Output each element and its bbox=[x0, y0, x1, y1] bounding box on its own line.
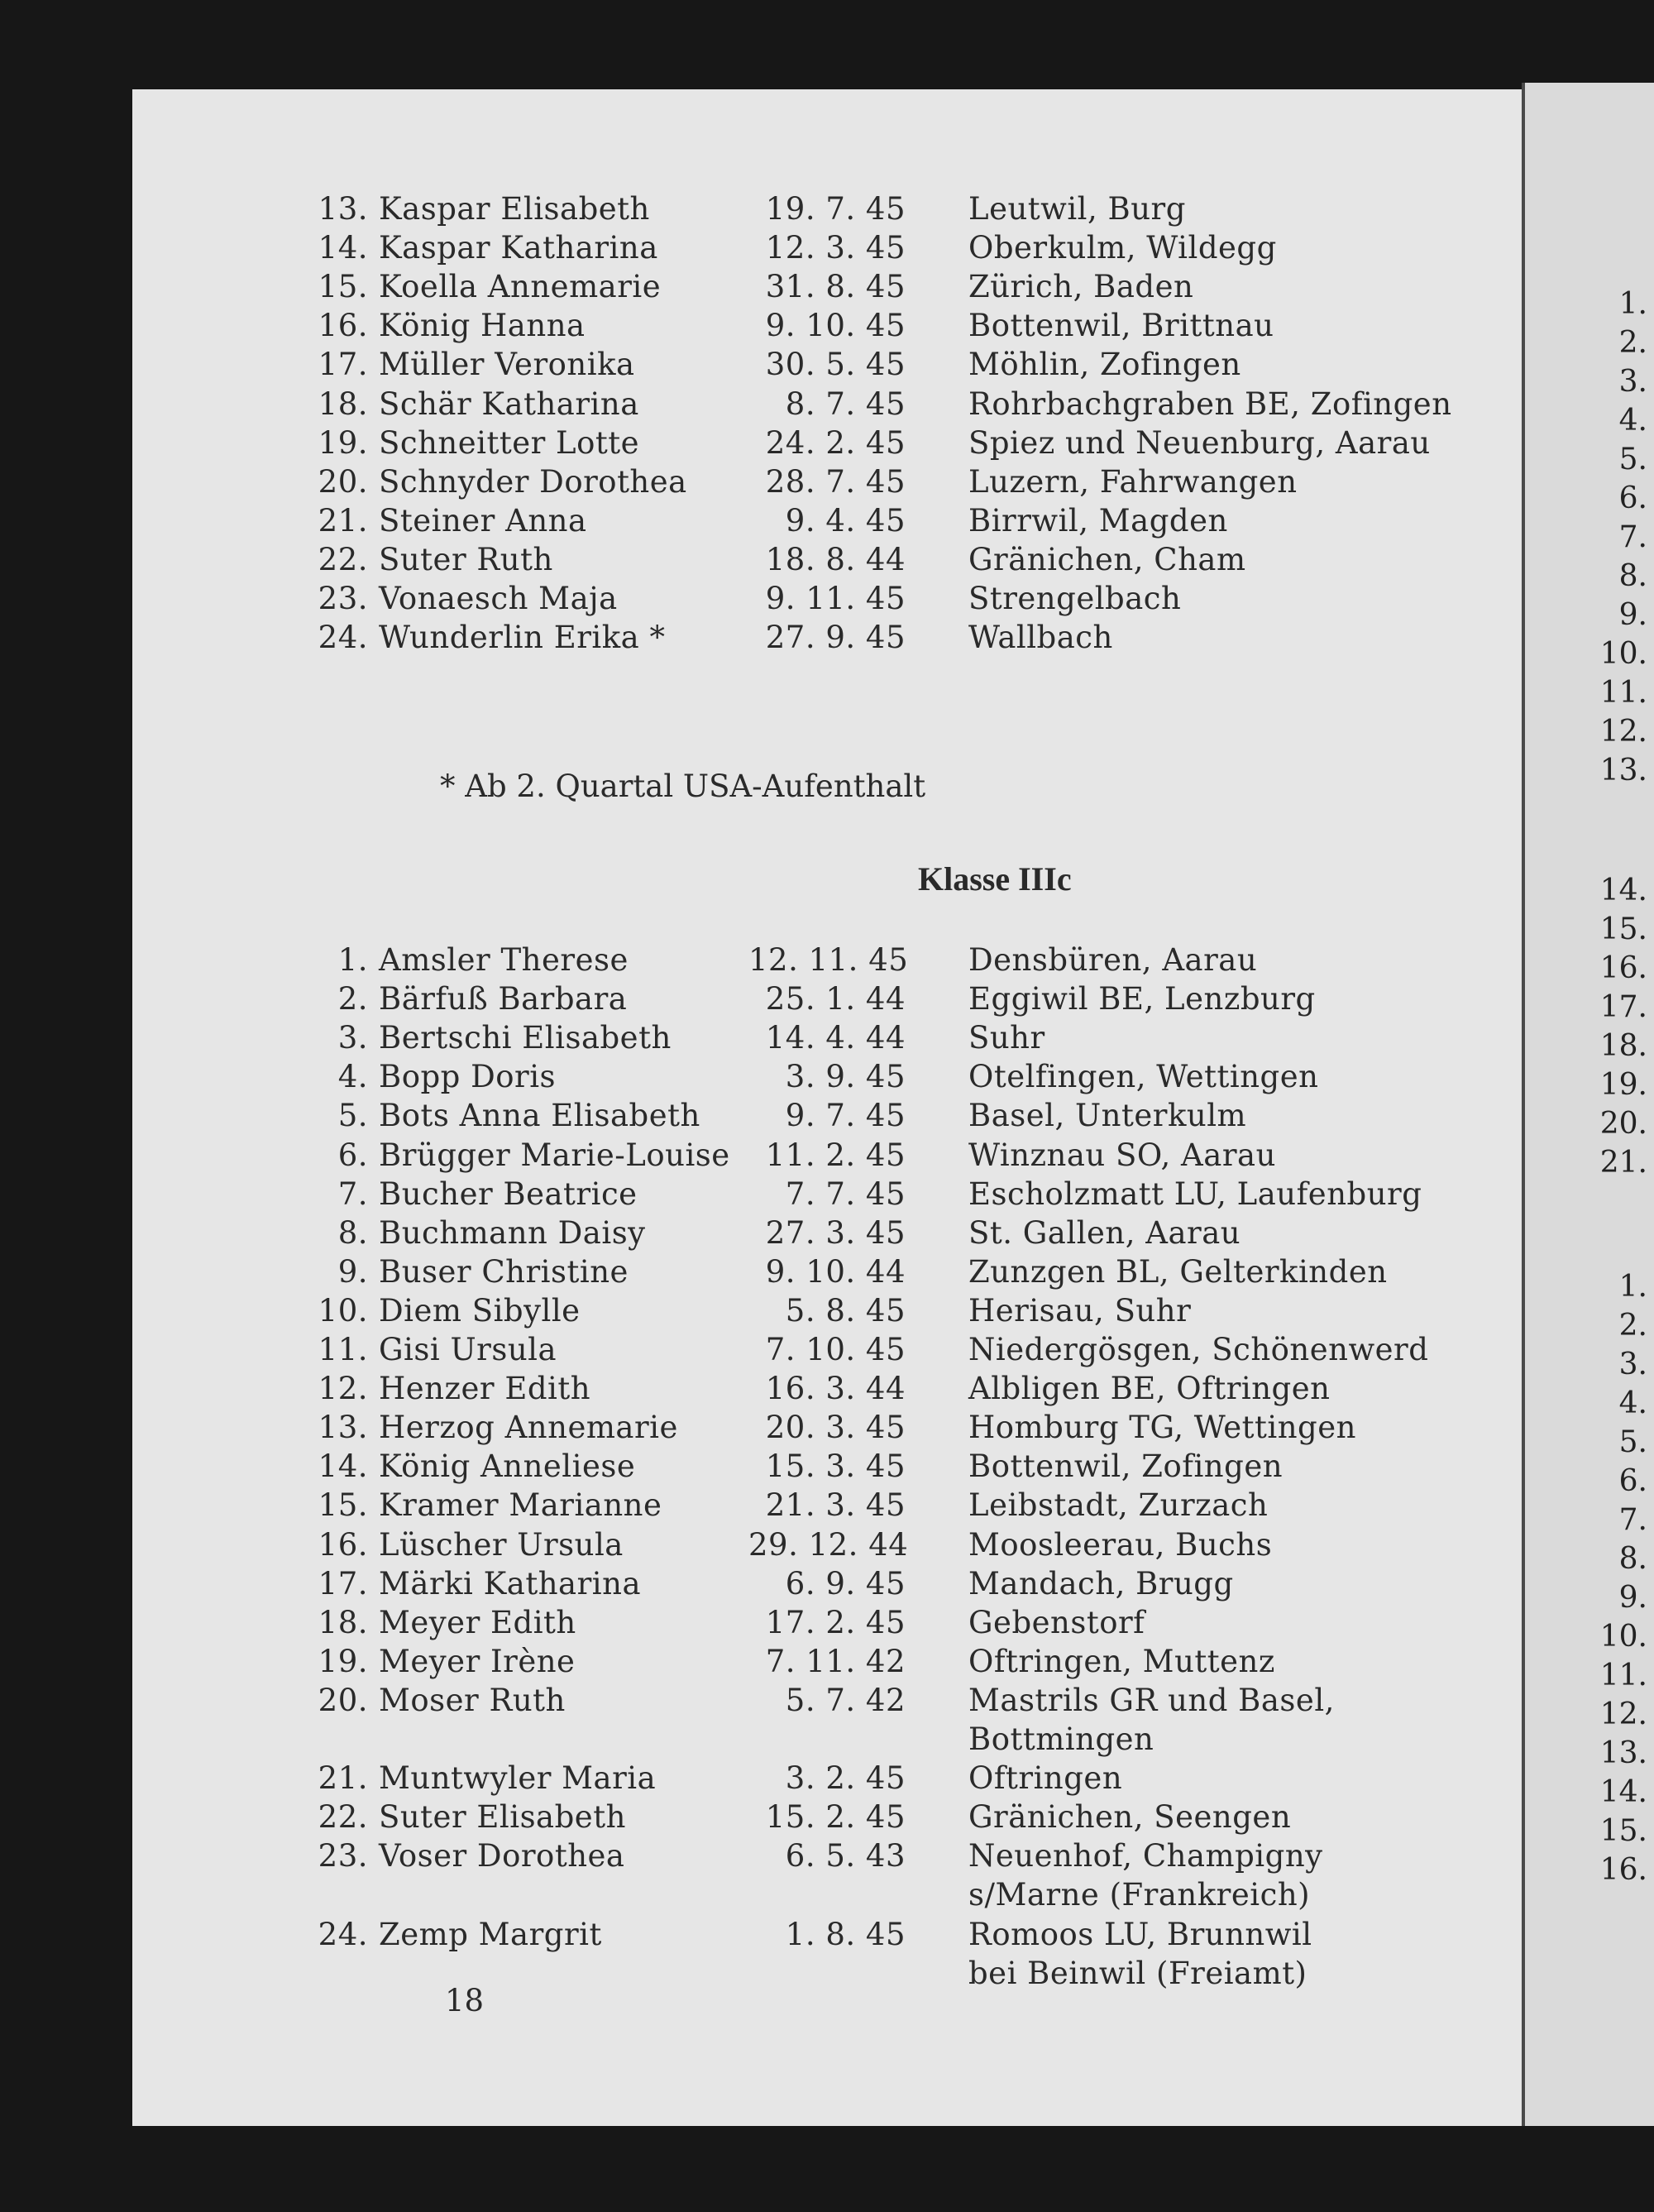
entry-place: Rohrbachgraben BE, Zofingen bbox=[968, 385, 1452, 422]
entry-date: 3. 2. 45 bbox=[785, 1760, 906, 1797]
entry-date: 9. 11. 45 bbox=[765, 581, 906, 616]
entry-place: Densbüren, Aarau bbox=[968, 942, 1258, 978]
entry-name: Schneitter Lotte bbox=[379, 424, 640, 461]
entry-place: Gränichen, Cham bbox=[968, 541, 1246, 577]
entry-num: 24. bbox=[318, 620, 368, 656]
entry-date: 6. 9. 45 bbox=[785, 1565, 906, 1602]
entry-place: Oftringen bbox=[968, 1760, 1123, 1797]
entry-name: Buser Christine bbox=[379, 1253, 629, 1290]
entry-place: Leibstadt, Zurzach bbox=[968, 1487, 1269, 1524]
list-row bbox=[310, 1448, 1509, 1486]
entry-num: 22. bbox=[318, 1799, 368, 1836]
edge-number: 4. bbox=[1618, 404, 1647, 438]
entry-num: 3. bbox=[337, 1020, 368, 1056]
entry-name: König Anneliese bbox=[379, 1448, 636, 1485]
entry-date: 25. 1. 44 bbox=[765, 981, 906, 1017]
entry-date: 15. 2. 45 bbox=[765, 1799, 906, 1836]
entry-name: König Hanna bbox=[379, 308, 586, 344]
entry-date: 12. 3. 45 bbox=[765, 230, 906, 266]
entry-date: 7. 11. 42 bbox=[765, 1643, 906, 1679]
entry-name: Müller Veronika bbox=[379, 347, 635, 383]
list-row bbox=[310, 229, 1509, 267]
entry-place: Luzern, Fahrwangen bbox=[968, 463, 1298, 500]
entry-num: 18. bbox=[318, 385, 368, 422]
list-row bbox=[310, 1643, 1509, 1681]
entry-date: 6. 5. 43 bbox=[785, 1838, 906, 1874]
entry-name: Zemp Margrit bbox=[379, 1916, 602, 1952]
entry-name: Bopp Doris bbox=[379, 1059, 557, 1095]
list-row bbox=[310, 1682, 1509, 1720]
entry-name: Kaspar Elisabeth bbox=[379, 191, 650, 227]
entry-name: Muntwyler Maria bbox=[379, 1760, 657, 1797]
entry-place: Homburg TG, Wettingen bbox=[968, 1410, 1356, 1446]
entry-name: Lüscher Ursula bbox=[379, 1526, 624, 1563]
entry-place: Gebenstorf bbox=[968, 1604, 1145, 1640]
edge-number: 3. bbox=[1618, 365, 1647, 399]
edge-number: 19. bbox=[1599, 1068, 1647, 1102]
list-row bbox=[310, 541, 1509, 579]
entry-place: Winznau SO, Aarau bbox=[968, 1137, 1276, 1173]
edge-number: 8. bbox=[1618, 559, 1647, 593]
entry-place: Strengelbach bbox=[968, 581, 1182, 616]
entry-num: 20. bbox=[318, 1682, 368, 1718]
entry-place: Mandach, Brugg bbox=[968, 1565, 1234, 1602]
edge-number: 21. bbox=[1599, 1146, 1647, 1180]
list-row bbox=[310, 1097, 1509, 1135]
entry-num: 21. bbox=[318, 502, 368, 539]
list-row bbox=[310, 1487, 1509, 1525]
entry-num: 21. bbox=[318, 1760, 368, 1797]
list-row bbox=[310, 424, 1509, 462]
entry-num: 14. bbox=[318, 230, 368, 266]
edge-number: 12. bbox=[1599, 1697, 1647, 1731]
entry-name: Wunderlin Erika * bbox=[379, 620, 666, 656]
entry-date: 12. 11. 45 bbox=[748, 942, 909, 978]
list-row bbox=[310, 1370, 1509, 1408]
entry-date: 24. 2. 45 bbox=[765, 424, 906, 461]
entry-place-continued: Bottmingen bbox=[968, 1721, 1154, 1757]
entry-date: 31. 8. 45 bbox=[765, 269, 906, 305]
entry-place: Gränichen, Seengen bbox=[968, 1799, 1292, 1836]
entry-num: 18. bbox=[318, 1604, 368, 1640]
edge-number: 2. bbox=[1618, 326, 1647, 360]
entry-name: Amsler Therese bbox=[379, 942, 629, 978]
entry-name: Herzog Annemarie bbox=[379, 1410, 678, 1446]
entry-name: Bucher Beatrice bbox=[379, 1175, 638, 1212]
list-row bbox=[310, 1214, 1509, 1252]
edge-number: 11. bbox=[1599, 1659, 1647, 1693]
entry-date: 27. 3. 45 bbox=[765, 1214, 906, 1251]
page-number: 18 bbox=[445, 1983, 485, 2018]
edge-number: 16. bbox=[1599, 1853, 1647, 1887]
list-row bbox=[310, 346, 1509, 384]
list-row bbox=[310, 580, 1509, 618]
entry-name: Moser Ruth bbox=[379, 1682, 566, 1718]
entry-name: Bertschi Elisabeth bbox=[379, 1020, 672, 1056]
entry-num: 14. bbox=[318, 1448, 368, 1485]
list-row bbox=[310, 1175, 1509, 1214]
edge-number: 14. bbox=[1599, 1775, 1647, 1809]
edge-number: 18. bbox=[1599, 1029, 1647, 1063]
list-row bbox=[310, 1058, 1509, 1096]
entry-name: Bärfuß Barbara bbox=[379, 981, 628, 1017]
entry-name: Meyer Edith bbox=[379, 1604, 576, 1640]
entry-date: 27. 9. 45 bbox=[765, 620, 906, 656]
entry-num: 6. bbox=[337, 1137, 368, 1173]
entry-num: 4. bbox=[337, 1059, 368, 1095]
entry-num: 12. bbox=[318, 1371, 368, 1407]
edge-number: 10. bbox=[1599, 637, 1647, 671]
entry-num: 13. bbox=[318, 1410, 368, 1446]
entry-num: 16. bbox=[318, 1526, 368, 1563]
entry-name: Gisi Ursula bbox=[379, 1332, 557, 1367]
edge-number: 10. bbox=[1599, 1620, 1647, 1654]
entry-date: 20. 3. 45 bbox=[765, 1410, 906, 1446]
entry-date: 3. 9. 45 bbox=[785, 1059, 906, 1095]
edge-number: 8. bbox=[1618, 1542, 1647, 1576]
entry-num: 15. bbox=[318, 1487, 368, 1524]
edge-number: 12. bbox=[1599, 715, 1647, 749]
edge-number: 15. bbox=[1599, 1814, 1647, 1848]
entry-place: Wallbach bbox=[968, 620, 1113, 656]
entry-place: Bottenwil, Zofingen bbox=[968, 1448, 1284, 1485]
edge-number: 5. bbox=[1618, 1425, 1647, 1459]
list-row bbox=[310, 1916, 1509, 1954]
entry-num: 19. bbox=[318, 1643, 368, 1679]
entry-place: Niedergösgen, Schönenwerd bbox=[968, 1332, 1429, 1367]
list-row bbox=[310, 268, 1509, 306]
entry-date: 9. 4. 45 bbox=[785, 502, 906, 539]
edge-number: 14. bbox=[1599, 874, 1647, 907]
entry-date: 9. 10. 44 bbox=[765, 1253, 906, 1290]
edge-number: 17. bbox=[1599, 990, 1647, 1024]
list-row bbox=[310, 1019, 1509, 1057]
entry-date: 11. 2. 45 bbox=[765, 1137, 906, 1173]
entry-place: Zunzgen BL, Gelterkinden bbox=[968, 1253, 1388, 1290]
entry-num: 24. bbox=[318, 1916, 368, 1952]
entry-name: Märki Katharina bbox=[379, 1565, 642, 1602]
entry-place: Spiez und Neuenburg, Aarau bbox=[968, 424, 1431, 461]
list-row bbox=[310, 980, 1509, 1018]
entry-place: Oftringen, Muttenz bbox=[968, 1643, 1275, 1679]
edge-number: 13. bbox=[1599, 754, 1647, 788]
entry-num: 7. bbox=[337, 1175, 368, 1212]
edge-number: 11. bbox=[1599, 676, 1647, 710]
list-row bbox=[310, 1798, 1509, 1836]
entry-num: 22. bbox=[318, 541, 368, 577]
next-page-edge bbox=[1522, 83, 1654, 2126]
entry-date: 21. 3. 45 bbox=[765, 1487, 906, 1524]
entry-num: 20. bbox=[318, 463, 368, 500]
edge-number: 20. bbox=[1599, 1107, 1647, 1141]
footnote: * Ab 2. Quartal USA-Aufenthalt bbox=[440, 768, 926, 804]
list-row bbox=[310, 1604, 1509, 1642]
list-row bbox=[310, 941, 1509, 979]
list-row bbox=[310, 1137, 1509, 1175]
entry-date: 19. 7. 45 bbox=[765, 191, 906, 227]
entry-num: 11. bbox=[318, 1332, 368, 1367]
entry-date: 14. 4. 44 bbox=[765, 1020, 906, 1056]
list-row bbox=[310, 307, 1509, 345]
entry-date: 15. 3. 45 bbox=[765, 1448, 906, 1485]
entry-name: Brügger Marie-Louise bbox=[379, 1137, 730, 1173]
section-heading: Klasse IIIc bbox=[918, 860, 1072, 898]
book-page bbox=[132, 89, 1522, 2126]
entry-name: Diem Sibylle bbox=[379, 1292, 581, 1329]
entry-num: 2. bbox=[337, 981, 368, 1017]
entry-num: 23. bbox=[318, 1838, 368, 1874]
list-row bbox=[310, 1526, 1509, 1564]
edge-number: 15. bbox=[1599, 912, 1647, 946]
edge-number: 7. bbox=[1618, 1503, 1647, 1537]
list-row bbox=[310, 1760, 1509, 1798]
entry-num: 17. bbox=[318, 1565, 368, 1602]
entry-place-continued: bei Beinwil (Freiamt) bbox=[968, 1955, 1307, 1991]
list-row bbox=[310, 385, 1509, 424]
list-row bbox=[310, 1409, 1509, 1447]
entry-place: Otelfingen, Wettingen bbox=[968, 1059, 1319, 1095]
entry-date: 28. 7. 45 bbox=[765, 463, 906, 500]
entry-name: Meyer Irène bbox=[379, 1643, 576, 1679]
entry-num: 23. bbox=[318, 581, 368, 616]
entry-place: Suhr bbox=[968, 1020, 1045, 1056]
entry-place: Romoos LU, Brunnwil bbox=[968, 1916, 1312, 1952]
entry-place-continued: s/Marne (Frankreich) bbox=[968, 1877, 1311, 1913]
entry-place: Möhlin, Zofingen bbox=[968, 347, 1241, 383]
edge-number: 9. bbox=[1618, 1581, 1647, 1615]
entry-num: 17. bbox=[318, 347, 368, 383]
entry-date: 18. 8. 44 bbox=[765, 541, 906, 577]
edge-number: 7. bbox=[1618, 520, 1647, 554]
entry-date: 1. 8. 45 bbox=[785, 1916, 906, 1952]
list-row bbox=[310, 619, 1509, 657]
list-row bbox=[310, 463, 1509, 501]
edge-number: 6. bbox=[1618, 1464, 1647, 1498]
entry-date: 9. 10. 45 bbox=[765, 308, 906, 344]
list-row bbox=[310, 1837, 1509, 1875]
entry-num: 1. bbox=[337, 942, 368, 978]
edge-number: 1. bbox=[1618, 1270, 1647, 1304]
entry-date: 5. 8. 45 bbox=[785, 1292, 906, 1329]
entry-place: Escholzmatt LU, Laufenburg bbox=[968, 1175, 1422, 1212]
list-row bbox=[310, 190, 1509, 228]
entry-date: 30. 5. 45 bbox=[765, 347, 906, 383]
entry-name: Schär Katharina bbox=[379, 385, 639, 422]
entry-place: St. Gallen, Aarau bbox=[968, 1214, 1241, 1251]
entry-num: 9. bbox=[337, 1253, 368, 1290]
entry-place: Bottenwil, Brittnau bbox=[968, 308, 1274, 344]
entry-name: Suter Elisabeth bbox=[379, 1799, 626, 1836]
entry-name: Koella Annemarie bbox=[379, 269, 662, 305]
entry-name: Bots Anna Elisabeth bbox=[379, 1098, 700, 1134]
entry-place: Birrwil, Magden bbox=[968, 502, 1228, 539]
edge-number: 13. bbox=[1599, 1736, 1647, 1770]
entry-date: 16. 3. 44 bbox=[765, 1371, 906, 1407]
edge-number: 1. bbox=[1618, 287, 1647, 321]
entry-name: Suter Ruth bbox=[379, 541, 553, 577]
entry-place: Basel, Unterkulm bbox=[968, 1098, 1247, 1134]
entry-place: Zürich, Baden bbox=[968, 269, 1194, 305]
entry-date: 7. 7. 45 bbox=[785, 1175, 906, 1212]
entry-num: 5. bbox=[337, 1098, 368, 1134]
entry-date: 5. 7. 42 bbox=[785, 1682, 906, 1718]
entry-num: 13. bbox=[318, 191, 368, 227]
edge-number: 6. bbox=[1618, 481, 1647, 515]
edge-number: 9. bbox=[1618, 598, 1647, 632]
entry-place: Herisau, Suhr bbox=[968, 1292, 1192, 1329]
entry-name: Voser Dorothea bbox=[379, 1838, 625, 1874]
list-row bbox=[310, 1565, 1509, 1603]
entry-name: Steiner Anna bbox=[379, 502, 587, 539]
entry-num: 8. bbox=[337, 1214, 368, 1251]
entry-num: 10. bbox=[318, 1292, 368, 1329]
list-row bbox=[310, 502, 1509, 540]
entry-num: 19. bbox=[318, 424, 368, 461]
list-row bbox=[310, 1253, 1509, 1291]
entry-date: 17. 2. 45 bbox=[765, 1604, 906, 1640]
entry-place: Moosleerau, Buchs bbox=[968, 1526, 1273, 1563]
list-row bbox=[310, 1292, 1509, 1330]
entry-num: 15. bbox=[318, 269, 368, 305]
entry-date: 29. 12. 44 bbox=[748, 1526, 909, 1563]
entry-date: 7. 10. 45 bbox=[765, 1332, 906, 1367]
list-row bbox=[310, 1331, 1509, 1369]
entry-name: Vonaesch Maja bbox=[379, 581, 618, 616]
entry-name: Kramer Marianne bbox=[379, 1487, 662, 1524]
entry-place: Neuenhof, Champigny bbox=[968, 1838, 1323, 1874]
edge-number: 3. bbox=[1618, 1348, 1647, 1381]
entry-date: 8. 7. 45 bbox=[785, 385, 906, 422]
entry-num: 16. bbox=[318, 308, 368, 344]
edge-number: 2. bbox=[1618, 1309, 1647, 1343]
entry-name: Henzer Edith bbox=[379, 1371, 591, 1407]
entry-name: Kaspar Katharina bbox=[379, 230, 658, 266]
entry-place: Leutwil, Burg bbox=[968, 191, 1186, 227]
edge-number: 4. bbox=[1618, 1386, 1647, 1420]
entry-name: Schnyder Dorothea bbox=[379, 463, 687, 500]
entry-date: 9. 7. 45 bbox=[785, 1098, 906, 1134]
edge-number: 5. bbox=[1618, 443, 1647, 476]
entry-place: Albligen BE, Oftringen bbox=[968, 1371, 1331, 1407]
entry-place: Eggiwil BE, Lenzburg bbox=[968, 981, 1316, 1017]
entry-place: Mastrils GR und Basel, bbox=[968, 1682, 1335, 1718]
entry-place: Oberkulm, Wildegg bbox=[968, 230, 1277, 266]
edge-number: 16. bbox=[1599, 951, 1647, 985]
entry-name: Buchmann Daisy bbox=[379, 1214, 646, 1251]
